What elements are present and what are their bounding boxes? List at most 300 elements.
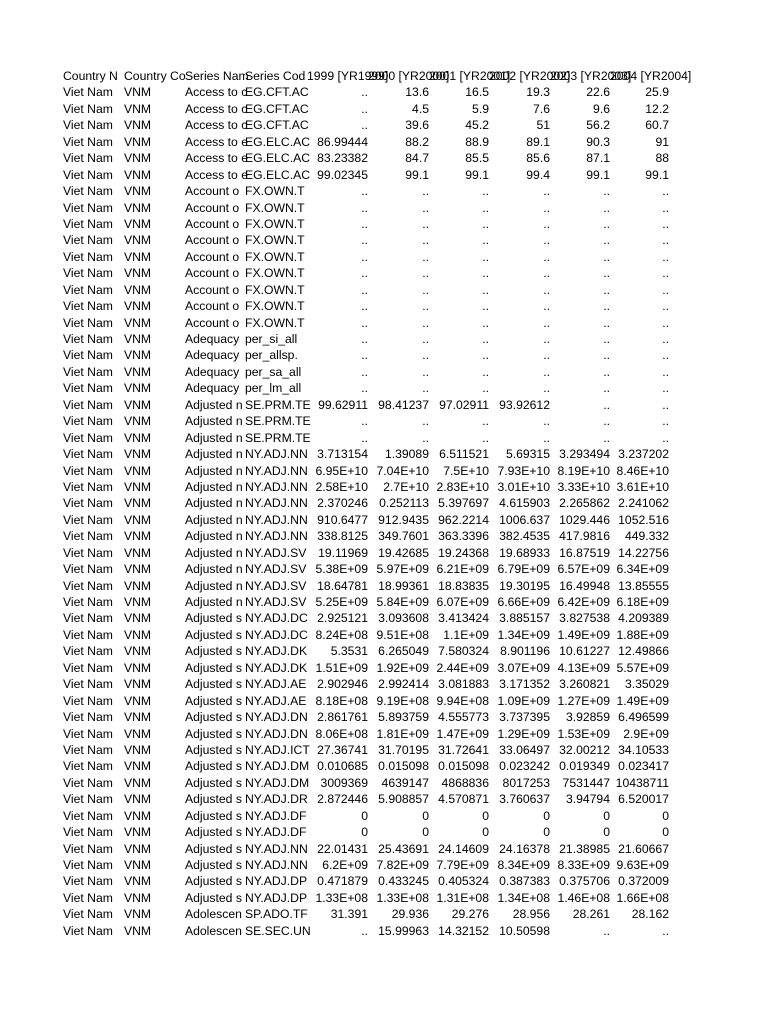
- year-2001-cell[interactable]: 4868836: [441, 775, 489, 790]
- country-code-cell[interactable]: VNM: [124, 266, 152, 281]
- series-name-cell[interactable]: Adjusted n: [185, 545, 243, 560]
- year-2002-cell[interactable]: 3.885157: [499, 611, 550, 626]
- year-2000-cell[interactable]: 9.51E+08: [376, 627, 429, 642]
- series-code-cell[interactable]: EG.ELC.AC: [245, 134, 311, 149]
- year-1999-cell[interactable]: 2.370246: [317, 496, 368, 511]
- country-code-cell[interactable]: VNM: [124, 479, 152, 494]
- year-2000-cell[interactable]: 4.5: [412, 101, 429, 116]
- year-2001-cell[interactable]: 1.47E+09: [436, 726, 489, 741]
- year-1999-cell[interactable]: 5.3531: [330, 644, 368, 659]
- series-name-cell[interactable]: Access to c: [185, 118, 248, 133]
- year-2002-cell[interactable]: ..: [543, 233, 550, 248]
- year-1999-cell[interactable]: 0.010685: [317, 759, 368, 774]
- year-2004-cell[interactable]: ..: [662, 184, 669, 199]
- year-2002-cell[interactable]: ..: [543, 381, 550, 396]
- year-1999-cell[interactable]: 2.925121: [317, 611, 368, 626]
- series-name-cell[interactable]: Account o: [185, 299, 240, 314]
- series-name-cell[interactable]: Account o: [185, 200, 240, 215]
- year-2003-cell[interactable]: 3.260821: [559, 677, 610, 692]
- country-code-cell[interactable]: VNM: [124, 595, 152, 609]
- country-code-cell[interactable]: VNM: [124, 249, 152, 264]
- year-2002-cell[interactable]: 89.1: [526, 134, 550, 149]
- year-2003-cell[interactable]: 3.827538: [559, 611, 610, 626]
- series-code-cell[interactable]: NY.ADJ.NN: [245, 447, 308, 462]
- series-code-cell[interactable]: NY.ADJ.DM: [245, 759, 310, 774]
- year-2004-cell[interactable]: 8.46E+10: [616, 463, 669, 478]
- country-name-cell[interactable]: Viet Nam: [63, 562, 113, 577]
- year-2003-cell[interactable]: ..: [603, 923, 610, 938]
- year-2000-cell[interactable]: 84.7: [405, 151, 429, 166]
- year-2004-cell[interactable]: 5.57E+09: [616, 660, 669, 675]
- country-name-cell[interactable]: Viet Nam: [63, 496, 113, 511]
- year-2000-cell[interactable]: 9.19E+08: [376, 693, 429, 708]
- year-2000-cell[interactable]: 2.7E+10: [383, 479, 429, 494]
- year-2002-cell[interactable]: ..: [543, 430, 550, 445]
- year-1999-cell[interactable]: 1.33E+08: [315, 890, 368, 905]
- series-name-cell[interactable]: Adjusted n: [185, 562, 243, 577]
- year-2004-cell[interactable]: 4.209389: [618, 611, 669, 626]
- year-2000-cell[interactable]: 0.433245: [378, 874, 429, 889]
- country-name-cell[interactable]: Viet Nam: [63, 825, 113, 840]
- series-name-cell[interactable]: Account o: [185, 184, 240, 199]
- year-2001-cell[interactable]: 2.83E+10: [436, 479, 489, 494]
- year-2000-cell[interactable]: ..: [422, 266, 429, 281]
- series-code-cell[interactable]: EG.ELC.AC: [245, 167, 311, 182]
- year-1999-cell[interactable]: 6.95E+10: [315, 463, 368, 478]
- series-name-cell[interactable]: Access to e: [185, 151, 248, 166]
- country-name-cell[interactable]: Viet Nam: [63, 233, 113, 248]
- year-1999-cell[interactable]: ..: [361, 85, 368, 100]
- country-name-cell[interactable]: Viet Nam: [63, 710, 113, 725]
- year-2002-cell[interactable]: 1.29E+09: [497, 726, 550, 741]
- country-code-cell[interactable]: VNM: [124, 430, 152, 445]
- year-1999-cell[interactable]: 18.64781: [317, 578, 368, 593]
- country-code-cell[interactable]: VNM: [124, 874, 152, 889]
- series-code-cell[interactable]: NY.ADJ.DF: [245, 808, 307, 823]
- year-1999-cell[interactable]: 27.36741: [317, 742, 368, 757]
- country-code-cell[interactable]: VNM: [124, 841, 152, 856]
- year-2001-cell[interactable]: 5.397697: [438, 496, 489, 511]
- country-code-cell[interactable]: VNM: [124, 693, 152, 708]
- year-2001-cell[interactable]: 31.72641: [438, 742, 489, 757]
- year-2002-cell[interactable]: 4.615903: [499, 496, 550, 511]
- year-2000-cell[interactable]: ..: [422, 315, 429, 330]
- year-2003-cell[interactable]: ..: [603, 299, 610, 314]
- year-2001-cell[interactable]: 16.5: [465, 85, 489, 100]
- year-2004-cell[interactable]: 6.520017: [618, 792, 669, 807]
- series-code-cell[interactable]: NY.ADJ.DN: [245, 726, 308, 741]
- country-code-cell[interactable]: VNM: [124, 742, 152, 757]
- series-code-cell[interactable]: EG.CFT.AC: [245, 101, 309, 116]
- year-2002-cell[interactable]: 99.4: [526, 167, 550, 182]
- year-2002-cell[interactable]: ..: [543, 332, 550, 346]
- header-cell[interactable]: 2000 [YR2000]: [368, 69, 450, 83]
- year-1999-cell[interactable]: ..: [361, 430, 368, 445]
- year-2002-cell[interactable]: 0: [543, 825, 550, 840]
- year-2002-cell[interactable]: 51: [536, 118, 550, 133]
- year-2003-cell[interactable]: 56.2: [586, 118, 610, 133]
- year-2003-cell[interactable]: ..: [603, 249, 610, 264]
- year-2004-cell[interactable]: ..: [662, 381, 669, 396]
- series-code-cell[interactable]: NY.ADJ.DM: [245, 775, 310, 790]
- country-name-cell[interactable]: Viet Nam: [63, 644, 113, 659]
- year-2002-cell[interactable]: ..: [543, 315, 550, 330]
- year-1999-cell[interactable]: ..: [361, 118, 368, 133]
- year-2001-cell[interactable]: 3.413424: [438, 611, 489, 626]
- series-code-cell[interactable]: SE.PRM.TE: [245, 397, 311, 412]
- year-2003-cell[interactable]: 8.33E+09: [557, 858, 610, 872]
- year-2004-cell[interactable]: 6.34E+09: [616, 562, 669, 577]
- series-name-cell[interactable]: Adjusted n: [185, 578, 243, 593]
- year-2002-cell[interactable]: ..: [543, 249, 550, 264]
- year-2003-cell[interactable]: ..: [603, 414, 610, 429]
- year-2001-cell[interactable]: ..: [482, 184, 489, 199]
- series-code-cell[interactable]: FX.OWN.T: [245, 233, 305, 248]
- year-2000-cell[interactable]: 99.1: [405, 167, 429, 182]
- series-name-cell[interactable]: Account o: [185, 282, 240, 297]
- series-code-cell[interactable]: FX.OWN.T: [245, 299, 305, 314]
- country-code-cell[interactable]: VNM: [124, 611, 152, 626]
- year-2003-cell[interactable]: 0: [603, 808, 610, 823]
- country-name-cell[interactable]: Viet Nam: [63, 200, 113, 215]
- year-2000-cell[interactable]: 29.936: [391, 907, 429, 922]
- country-name-cell[interactable]: Viet Nam: [63, 463, 113, 478]
- country-code-cell[interactable]: VNM: [124, 414, 152, 429]
- year-1999-cell[interactable]: ..: [361, 266, 368, 281]
- series-name-cell[interactable]: Adjusted s: [185, 726, 242, 741]
- country-name-cell[interactable]: Viet Nam: [63, 578, 113, 593]
- year-2000-cell[interactable]: 349.7601: [378, 529, 429, 544]
- year-2004-cell[interactable]: 1.66E+08: [616, 890, 669, 905]
- country-name-cell[interactable]: Viet Nam: [63, 907, 113, 922]
- country-name-cell[interactable]: Viet Nam: [63, 249, 113, 264]
- year-2004-cell[interactable]: 2.9E+09: [623, 726, 669, 741]
- country-code-cell[interactable]: VNM: [124, 660, 152, 675]
- year-2003-cell[interactable]: ..: [603, 364, 610, 379]
- header-cell[interactable]: 1999 [YR1999]: [307, 69, 389, 83]
- year-1999-cell[interactable]: 0: [361, 808, 368, 823]
- series-code-cell[interactable]: NY.ADJ.SV: [245, 562, 307, 577]
- year-2002-cell[interactable]: 28.956: [512, 907, 550, 922]
- year-2004-cell[interactable]: ..: [662, 364, 669, 379]
- country-code-cell[interactable]: VNM: [124, 364, 152, 379]
- series-name-cell[interactable]: Adjusted n: [185, 479, 243, 494]
- country-code-cell[interactable]: VNM: [124, 496, 152, 511]
- country-name-cell[interactable]: Viet Nam: [63, 430, 113, 445]
- series-name-cell[interactable]: Adjusted n: [185, 496, 243, 511]
- country-code-cell[interactable]: VNM: [124, 447, 152, 462]
- series-code-cell[interactable]: NY.ADJ.SV: [245, 595, 307, 609]
- country-code-cell[interactable]: VNM: [124, 85, 152, 100]
- year-2001-cell[interactable]: ..: [482, 249, 489, 264]
- year-2000-cell[interactable]: 2.992414: [378, 677, 429, 692]
- country-name-cell[interactable]: Viet Nam: [63, 775, 113, 790]
- country-name-cell[interactable]: Viet Nam: [63, 101, 113, 116]
- year-2000-cell[interactable]: 1.39089: [384, 447, 429, 462]
- year-2001-cell[interactable]: ..: [482, 381, 489, 396]
- year-2001-cell[interactable]: 97.02911: [439, 397, 489, 412]
- year-2000-cell[interactable]: 0.015098: [378, 759, 429, 774]
- year-2001-cell[interactable]: ..: [482, 299, 489, 314]
- year-1999-cell[interactable]: 2.902946: [317, 677, 368, 692]
- year-2000-cell[interactable]: 0: [422, 808, 429, 823]
- year-2004-cell[interactable]: 14.22756: [618, 545, 669, 560]
- series-name-cell[interactable]: Adjusted s: [185, 775, 242, 790]
- country-code-cell[interactable]: VNM: [124, 101, 152, 116]
- year-2002-cell[interactable]: 5.69315: [505, 447, 550, 462]
- year-2002-cell[interactable]: 93.92612: [499, 397, 550, 412]
- year-1999-cell[interactable]: 8.06E+08: [315, 726, 368, 741]
- year-1999-cell[interactable]: ..: [361, 200, 368, 215]
- series-name-cell[interactable]: Adjusted s: [185, 611, 242, 626]
- year-2004-cell[interactable]: 0.023417: [618, 759, 669, 774]
- country-name-cell[interactable]: Viet Nam: [63, 611, 113, 626]
- series-code-cell[interactable]: per_allsp.: [245, 348, 298, 363]
- year-1999-cell[interactable]: 0.471879: [317, 874, 368, 889]
- year-2000-cell[interactable]: ..: [422, 430, 429, 445]
- country-code-cell[interactable]: VNM: [124, 808, 152, 823]
- year-1999-cell[interactable]: 3.713154: [317, 447, 368, 462]
- country-code-cell[interactable]: VNM: [124, 825, 152, 840]
- year-2000-cell[interactable]: ..: [422, 233, 429, 248]
- year-2002-cell[interactable]: 3.01E+10: [497, 479, 550, 494]
- year-2001-cell[interactable]: 29.276: [451, 907, 489, 922]
- country-name-cell[interactable]: Viet Nam: [63, 595, 113, 609]
- header-cell[interactable]: 2002 [YR2002]: [489, 69, 571, 83]
- country-code-cell[interactable]: VNM: [124, 200, 152, 215]
- series-code-cell[interactable]: NY.ADJ.DP: [245, 874, 308, 889]
- year-2004-cell[interactable]: 0: [662, 825, 669, 840]
- series-name-cell[interactable]: Adjusted s: [185, 874, 242, 889]
- year-2004-cell[interactable]: 0.372009: [618, 874, 669, 889]
- country-name-cell[interactable]: Viet Nam: [63, 151, 113, 166]
- year-2003-cell[interactable]: 1.49E+09: [557, 627, 610, 642]
- year-2004-cell[interactable]: ..: [662, 233, 669, 248]
- series-code-cell[interactable]: FX.OWN.T: [245, 249, 305, 264]
- year-1999-cell[interactable]: ..: [361, 249, 368, 264]
- series-name-cell[interactable]: Access to e: [185, 167, 248, 182]
- year-1999-cell[interactable]: 86.99444: [317, 134, 368, 149]
- series-name-cell[interactable]: Access to e: [185, 134, 248, 149]
- year-2003-cell[interactable]: 4.13E+09: [557, 660, 610, 675]
- series-code-cell[interactable]: NY.ADJ.NN: [245, 512, 308, 527]
- year-2004-cell[interactable]: 21.60667: [618, 841, 669, 856]
- year-2002-cell[interactable]: 3.07E+09: [497, 660, 550, 675]
- year-2003-cell[interactable]: ..: [603, 430, 610, 445]
- year-2003-cell[interactable]: ..: [603, 348, 610, 363]
- year-2002-cell[interactable]: 3.737395: [499, 710, 550, 725]
- year-2001-cell[interactable]: ..: [482, 364, 489, 379]
- year-2002-cell[interactable]: 8.34E+09: [497, 858, 550, 872]
- series-code-cell[interactable]: FX.OWN.T: [245, 216, 305, 231]
- year-2002-cell[interactable]: 19.3: [526, 85, 550, 100]
- year-2002-cell[interactable]: ..: [543, 364, 550, 379]
- year-2003-cell[interactable]: 8.19E+10: [557, 463, 610, 478]
- year-2002-cell[interactable]: 24.16378: [499, 841, 550, 856]
- year-2000-cell[interactable]: 15.99963: [378, 923, 429, 938]
- year-2004-cell[interactable]: 6.18E+09: [616, 595, 669, 609]
- year-2001-cell[interactable]: ..: [482, 266, 489, 281]
- year-2003-cell[interactable]: 417.9816: [559, 529, 610, 544]
- year-1999-cell[interactable]: ..: [361, 364, 368, 379]
- series-code-cell[interactable]: NY.ADJ.NN: [245, 858, 308, 872]
- year-1999-cell[interactable]: 2.872446: [317, 792, 368, 807]
- country-code-cell[interactable]: VNM: [124, 299, 152, 314]
- year-2001-cell[interactable]: 19.24368: [438, 545, 489, 560]
- series-code-cell[interactable]: per_sa_all: [245, 364, 302, 379]
- year-2001-cell[interactable]: 99.1: [465, 167, 489, 182]
- series-name-cell[interactable]: Adjusted s: [185, 808, 242, 823]
- series-name-cell[interactable]: Adjusted n: [185, 529, 243, 544]
- country-name-cell[interactable]: Viet Nam: [63, 364, 113, 379]
- series-name-cell[interactable]: Adjusted s: [185, 627, 242, 642]
- country-code-cell[interactable]: VNM: [124, 858, 152, 872]
- year-2000-cell[interactable]: 18.99361: [378, 578, 429, 593]
- country-code-cell[interactable]: VNM: [124, 792, 152, 807]
- year-2002-cell[interactable]: ..: [543, 348, 550, 363]
- year-2003-cell[interactable]: 3.92859: [565, 710, 610, 725]
- year-2001-cell[interactable]: 7.580324: [438, 644, 489, 659]
- series-code-cell[interactable]: NY.ADJ.NN: [245, 841, 308, 856]
- year-2003-cell[interactable]: 21.38985: [559, 841, 610, 856]
- year-2002-cell[interactable]: 10.50598: [499, 923, 550, 938]
- series-code-cell[interactable]: EG.ELC.AC: [245, 151, 311, 166]
- year-2004-cell[interactable]: 1.49E+09: [616, 693, 669, 708]
- year-2004-cell[interactable]: 0: [662, 808, 669, 823]
- series-code-cell[interactable]: FX.OWN.T: [245, 315, 305, 330]
- year-2001-cell[interactable]: 6.21E+09: [436, 562, 489, 577]
- series-name-cell[interactable]: Adequacy: [185, 332, 240, 346]
- country-code-cell[interactable]: VNM: [124, 759, 152, 774]
- series-name-cell[interactable]: Account o: [185, 249, 240, 264]
- year-2000-cell[interactable]: 1.81E+09: [376, 726, 429, 741]
- year-1999-cell[interactable]: 5.38E+09: [315, 562, 368, 577]
- series-name-cell[interactable]: Adequacy: [185, 348, 240, 363]
- year-1999-cell[interactable]: 99.02345: [317, 167, 368, 182]
- country-name-cell[interactable]: Viet Nam: [63, 332, 113, 346]
- year-2000-cell[interactable]: 7.04E+10: [376, 463, 429, 478]
- series-name-cell[interactable]: Adjusted n: [185, 430, 243, 445]
- year-2001-cell[interactable]: 14.32152: [438, 923, 489, 938]
- series-name-cell[interactable]: Adjusted s: [185, 890, 242, 905]
- country-code-cell[interactable]: VNM: [124, 578, 152, 593]
- year-2002-cell[interactable]: 0.023242: [499, 759, 550, 774]
- year-2002-cell[interactable]: ..: [543, 299, 550, 314]
- year-2003-cell[interactable]: 3.293494: [559, 447, 610, 462]
- series-code-cell[interactable]: NY.ADJ.DR: [245, 792, 308, 807]
- year-2001-cell[interactable]: 0.405324: [438, 874, 489, 889]
- year-1999-cell[interactable]: ..: [361, 923, 368, 938]
- series-code-cell[interactable]: NY.ADJ.DC: [245, 627, 308, 642]
- year-2000-cell[interactable]: 5.84E+09: [376, 595, 429, 609]
- year-1999-cell[interactable]: 5.25E+09: [315, 595, 368, 609]
- country-name-cell[interactable]: Viet Nam: [63, 841, 113, 856]
- year-2003-cell[interactable]: ..: [603, 282, 610, 297]
- year-1999-cell[interactable]: 19.11969: [318, 545, 368, 560]
- series-code-cell[interactable]: NY.ADJ.SV: [245, 578, 307, 593]
- year-2003-cell[interactable]: ..: [603, 397, 610, 412]
- year-2003-cell[interactable]: 28.261: [572, 907, 610, 922]
- year-2000-cell[interactable]: 1.33E+08: [376, 890, 429, 905]
- country-name-cell[interactable]: Viet Nam: [63, 858, 113, 872]
- country-name-cell[interactable]: Viet Nam: [63, 660, 113, 675]
- year-1999-cell[interactable]: 83.23382: [317, 151, 368, 166]
- country-name-cell[interactable]: Viet Nam: [63, 627, 113, 642]
- year-2001-cell[interactable]: 18.83835: [438, 578, 489, 593]
- year-2003-cell[interactable]: ..: [603, 184, 610, 199]
- year-2004-cell[interactable]: 88: [655, 151, 669, 166]
- series-code-cell[interactable]: SE.PRM.TE: [245, 430, 311, 445]
- country-name-cell[interactable]: Viet Nam: [63, 447, 113, 462]
- year-2001-cell[interactable]: ..: [482, 315, 489, 330]
- year-2004-cell[interactable]: ..: [662, 430, 669, 445]
- year-2000-cell[interactable]: 5.908857: [378, 792, 429, 807]
- series-name-cell[interactable]: Adjusted n: [185, 397, 243, 412]
- year-2002-cell[interactable]: 19.68933: [499, 545, 550, 560]
- year-1999-cell[interactable]: ..: [361, 233, 368, 248]
- year-2001-cell[interactable]: 6.07E+09: [436, 595, 489, 609]
- country-name-cell[interactable]: Viet Nam: [63, 693, 113, 708]
- year-2001-cell[interactable]: 5.9: [472, 101, 489, 116]
- series-code-cell[interactable]: EG.CFT.AC: [245, 85, 309, 100]
- year-2000-cell[interactable]: 912.9435: [378, 512, 429, 527]
- year-1999-cell[interactable]: 338.8125: [317, 529, 368, 544]
- year-1999-cell[interactable]: ..: [361, 315, 368, 330]
- year-2000-cell[interactable]: 5.893759: [378, 710, 429, 725]
- year-2004-cell[interactable]: 3.35029: [624, 677, 669, 692]
- series-code-cell[interactable]: NY.ADJ.DC: [245, 611, 308, 626]
- series-name-cell[interactable]: Account o: [185, 266, 240, 281]
- year-2001-cell[interactable]: 9.94E+08: [436, 693, 489, 708]
- country-name-cell[interactable]: Viet Nam: [63, 808, 113, 823]
- year-2002-cell[interactable]: ..: [543, 266, 550, 281]
- year-2004-cell[interactable]: ..: [662, 397, 669, 412]
- year-2003-cell[interactable]: 90.3: [586, 134, 610, 149]
- year-2003-cell[interactable]: 0: [603, 825, 610, 840]
- year-2000-cell[interactable]: ..: [422, 348, 429, 363]
- year-2002-cell[interactable]: 6.79E+09: [497, 562, 550, 577]
- country-name-cell[interactable]: Viet Nam: [63, 167, 113, 182]
- series-code-cell[interactable]: SE.SEC.UN: [245, 923, 311, 938]
- country-code-cell[interactable]: VNM: [124, 216, 152, 231]
- year-2000-cell[interactable]: 88.2: [405, 134, 429, 149]
- year-2003-cell[interactable]: ..: [603, 315, 610, 330]
- year-2002-cell[interactable]: ..: [543, 216, 550, 231]
- year-2002-cell[interactable]: 3.171352: [499, 677, 550, 692]
- year-2000-cell[interactable]: 0: [422, 825, 429, 840]
- country-name-cell[interactable]: Viet Nam: [63, 397, 113, 412]
- series-code-cell[interactable]: NY.ADJ.NN: [245, 496, 308, 511]
- year-2003-cell[interactable]: 99.1: [586, 167, 610, 182]
- country-name-cell[interactable]: Viet Nam: [63, 890, 113, 905]
- year-2002-cell[interactable]: ..: [543, 184, 550, 199]
- country-code-cell[interactable]: VNM: [124, 545, 152, 560]
- year-1999-cell[interactable]: ..: [361, 299, 368, 314]
- year-2004-cell[interactable]: 2.241062: [618, 496, 669, 511]
- country-name-cell[interactable]: Viet Nam: [63, 282, 113, 297]
- year-2001-cell[interactable]: 1.1E+09: [443, 627, 489, 642]
- country-code-cell[interactable]: VNM: [124, 529, 152, 544]
- country-code-cell[interactable]: VNM: [124, 315, 152, 330]
- series-name-cell[interactable]: Adjusted s: [185, 660, 242, 675]
- year-2004-cell[interactable]: ..: [662, 216, 669, 231]
- series-code-cell[interactable]: per_lm_all: [245, 381, 302, 396]
- year-2003-cell[interactable]: 32.00212: [559, 742, 610, 757]
- series-name-cell[interactable]: Account o: [185, 216, 240, 231]
- year-2004-cell[interactable]: 12.2: [645, 101, 669, 116]
- year-2004-cell[interactable]: ..: [662, 315, 669, 330]
- year-2004-cell[interactable]: 99.1: [645, 167, 669, 182]
